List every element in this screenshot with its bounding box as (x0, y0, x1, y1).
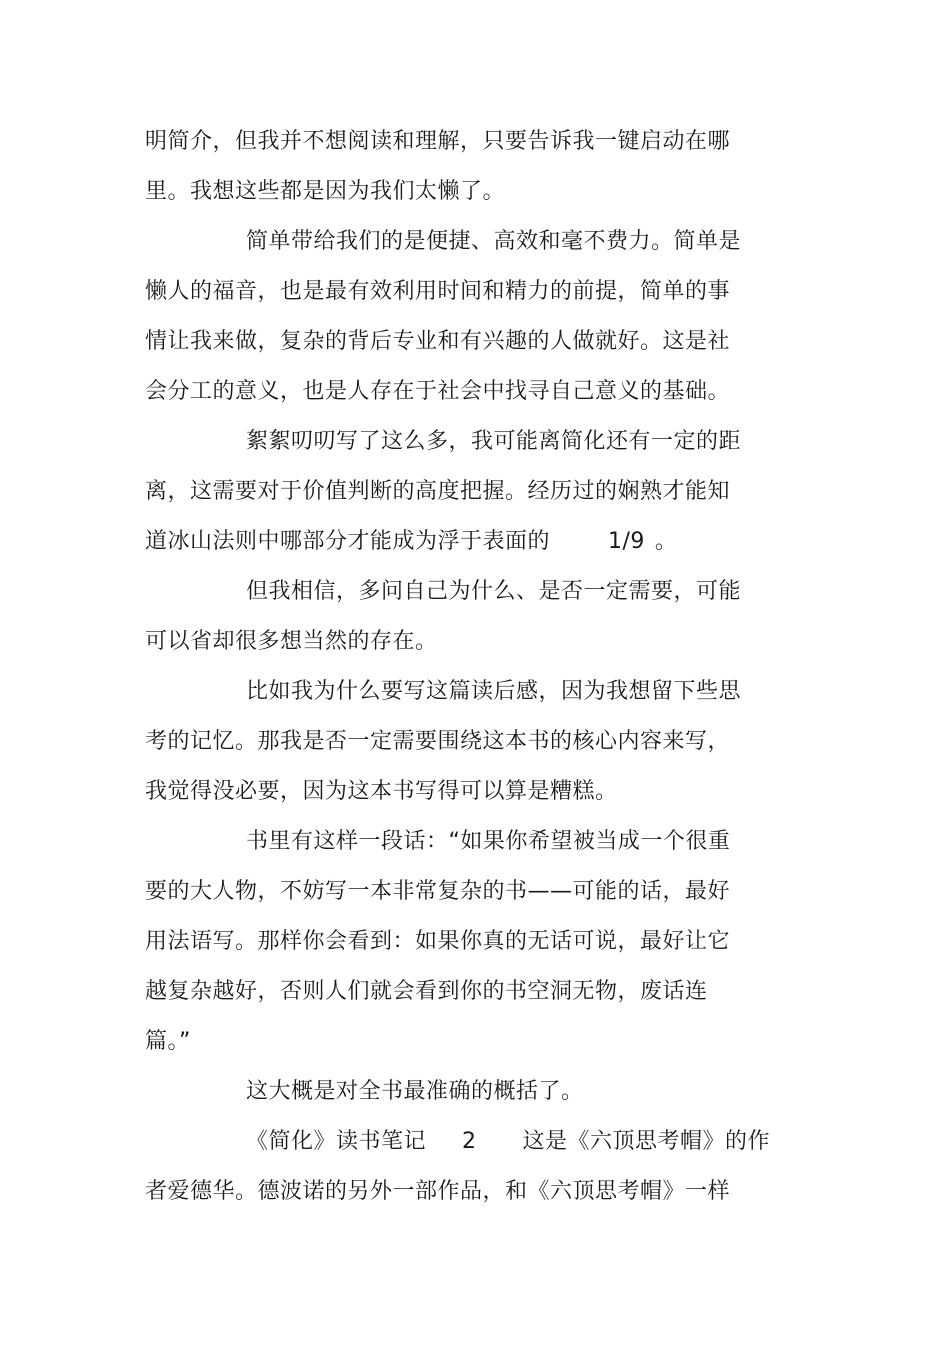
section-title: 《简化》读书笔记 (246, 1129, 427, 1154)
text-line: 我觉得没必要，因为这本书写得可以算是糟糕。 (145, 779, 618, 804)
text-line: 考的记忆。那我是否一定需要围绕这本书的核心内容来写， (145, 729, 731, 754)
text-line: 要的大人物，不妨写一本非常复杂的书——可能的话，最好 (145, 879, 731, 904)
text-line: 可以省却很多想当然的存在。 (145, 629, 438, 654)
paragraph-start: 但我相信，多问自己为什么、是否一定需要，可能 (246, 579, 742, 604)
text-segment: 这是《六顶思考帽》的作 (522, 1129, 771, 1154)
paragraph-start: 书里有这样一段话：“如果你希望被当成一个很重 (246, 829, 731, 854)
text-line: 者爱德华。德波诺的另外一部作品，和《六顶思考帽》一样 (145, 1179, 731, 1204)
paragraph-start: 絮絮叨叨写了这么多，我可能离简化还有一定的距 (246, 429, 742, 454)
section-number: 2 (462, 1129, 477, 1154)
text-line: 懒人的福音，也是最有效利用时间和精力的前提，简单的事 (145, 279, 731, 304)
text-line-with-fraction (145, 527, 677, 557)
text-line: 里。我想这些都是因为我们太懒了。 (145, 179, 506, 204)
text-line: 会分工的意义，也是人存在于社会中找寻自己意义的基础。 (145, 379, 731, 404)
section-heading-line (246, 1127, 770, 1157)
text-line: 离，这需要对于价值判断的高度把握。经历过的娴熟才能知 (145, 479, 731, 504)
text-line: 篇。” (145, 1029, 191, 1054)
text-line: 用法语写。那样你会看到：如果你真的无话可说，最好让它 (145, 929, 731, 954)
paragraph-start: 比如我为什么要写这篇读后感，因为我想留下些思 (246, 679, 742, 704)
text-line: 明简介，但我并不想阅读和理解，只要告诉我一键启动在哪 (145, 129, 731, 154)
text-line: 越复杂越好，否则人们就会看到你的书空洞无物，废话连 (145, 979, 708, 1004)
paragraph-start: 这大概是对全书最准确的概括了。 (246, 1079, 584, 1104)
paragraph-start: 简单带给我们的是便捷、高效和毫不费力。简单是 (246, 229, 742, 254)
text-segment: 道冰山法则中哪部分才能成为浮于表面的 (145, 529, 551, 554)
text-line: 情让我来做，复杂的背后专业和有兴趣的人做就好。这是社 (145, 329, 731, 354)
text-segment: 。 (654, 529, 678, 554)
fraction-value: 1/9 (608, 529, 645, 554)
